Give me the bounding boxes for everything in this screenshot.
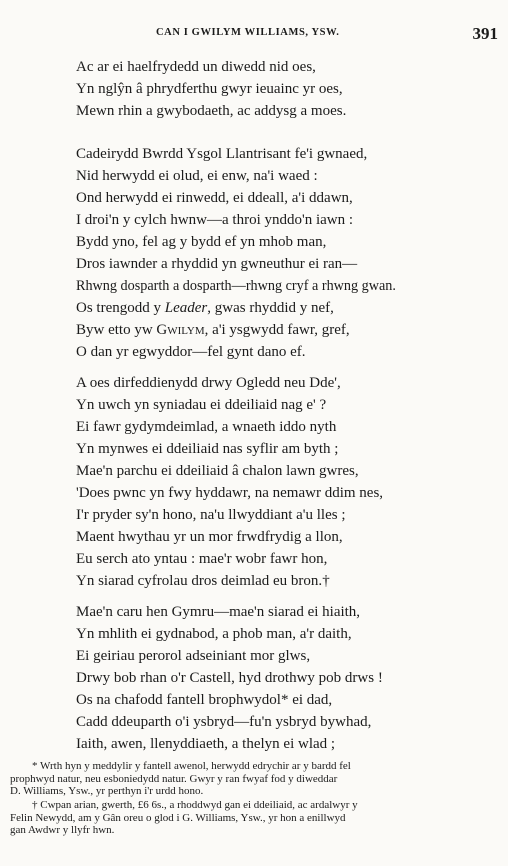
poem-line: Iaith, awen, llenyddiaeth, a thelyn ei wlad ; [76,736,336,752]
line-text-before-leader: Os trengodd y [76,300,165,316]
footnote-1-line: D. Williams, Ysw., yr perthyn i'r urdd hono. [10,785,204,797]
dagger-mark: † [322,573,330,589]
line-text-before-name: Byw etto yw [76,322,157,338]
poem-line-with-dagger [76,570,330,592]
footnote-2-line: † Cwpan arian, gwerth, £6 6s., a rhoddwyd gan ei ddeiliaid, ac ardalwyr y [32,799,358,811]
poem-line: Dros iawnder a rhyddid yn gwneuthur ei ran— [76,256,358,272]
poem-line: 'Does pwnc yn fwy hyddawr, na nemawr ddim nes, [76,485,384,501]
poem-line: Mae'n parchu ei ddeiliaid â chalon lawn gwres, [76,463,359,479]
poem-line: Mae'n caru hen Gymru—mae'n siarad ei hiaith, [76,604,361,620]
line-text-after-name: , a'i ysgwydd fawr, gref, [204,322,350,338]
poem-line: Ond herwydd ei rinwedd, ei ddeall, a'i ddawn, [76,190,353,206]
poem-line: Yn mhlith ei gydnabod, a phob man, a'r daith, [76,626,352,642]
poem-line: Nid herwydd ei olud, ei enw, na'i waed : [76,168,318,184]
poem-line: Yn uwch yn syniadau ei ddeiliaid nag e' ? [76,397,327,413]
poem-line: Yn mynwes ei ddeiliaid nas syflir am byth ; [76,441,339,457]
footnote-2-line: Felin Newydd, am y Gân oreu o glod i G. Williams, Ysw., yr hon a enillwyd [10,811,346,824]
poem-line: Ac ar ei haelfrydedd un diwedd nid oes, [76,59,316,75]
poem-line: Maent hwythau yr un mor frwdfrydig a llon, [76,529,343,545]
running-head: CAN I GWILYM WILLIAMS, YSW. [156,27,340,38]
poem-line-gwilym [76,319,350,341]
page-number: 391 [472,24,498,43]
poem-line-leader [76,297,334,319]
poem-line: Bydd yno, fel ag y bydd ef yn mhob man, [76,234,327,250]
poem-line: Rhwng dosparth a dosparth—rhwng cryf a rhwng gwan. [76,278,396,294]
poem-line: Cadd ddeuparth o'i ysbryd—fu'n ysbryd bywhad, [76,714,372,730]
poem-line: Cadeirydd Bwrdd Ysgol Llantrisant fe'i gwnaed, [76,146,368,162]
poem-line: Os na chafodd fantell brophwydol* ei dad, [76,692,333,708]
poem-line: Mewn rhin a gwybodaeth, ac addysg a moes. [76,103,347,119]
poem-line: A oes dirfeddienydd drwy Ogledd neu Dde', [76,375,341,391]
gwilym-word: Gwilym [156,322,205,338]
footnote-1-line: * Wrth hyn y meddylir y fantell awenol, herwydd edrychir ar y bardd fel [32,760,351,772]
line-text-after-leader: , gwas rhyddid y nef, [207,300,334,316]
footnote-1-line: prophwyd natur, neu esboniedydd natur. Gwyr y ran fwyaf fod y diweddar [10,772,338,785]
poem-line: Yn nglŷn â phrydferthu gwyr ieuainc yr oes, [76,81,343,97]
page-header [0,24,508,44]
poem-line: Eu serch ato yntau : mae'r wobr fawr hon, [76,551,328,567]
poem-line: Yn siarad cyfrolau dros deimlad eu bron. [76,573,323,589]
poem-line: O dan yr egwyddor—fel gynt dano ef. [76,344,306,360]
poem-line: I'r pryder sy'n hono, na'u llwyddiant a'u lles ; [76,507,346,523]
poem-line: I droi'n y cylch hwnw—a throi ynddo'n iawn : [76,212,354,228]
poem-line: Ei fawr gydymdeimlad, a wnaeth iddo nyth [76,419,337,435]
poem-line: Ei geiriau perorol adseiniant mor glws, [76,648,311,664]
footnote-2-line: gan Awdwr y llyfr hwn. [10,824,115,836]
poem-line: Drwy bob rhan o'r Castell, hyd drothwy pob drws ! [76,670,383,686]
leader-word: Leader [164,300,208,316]
